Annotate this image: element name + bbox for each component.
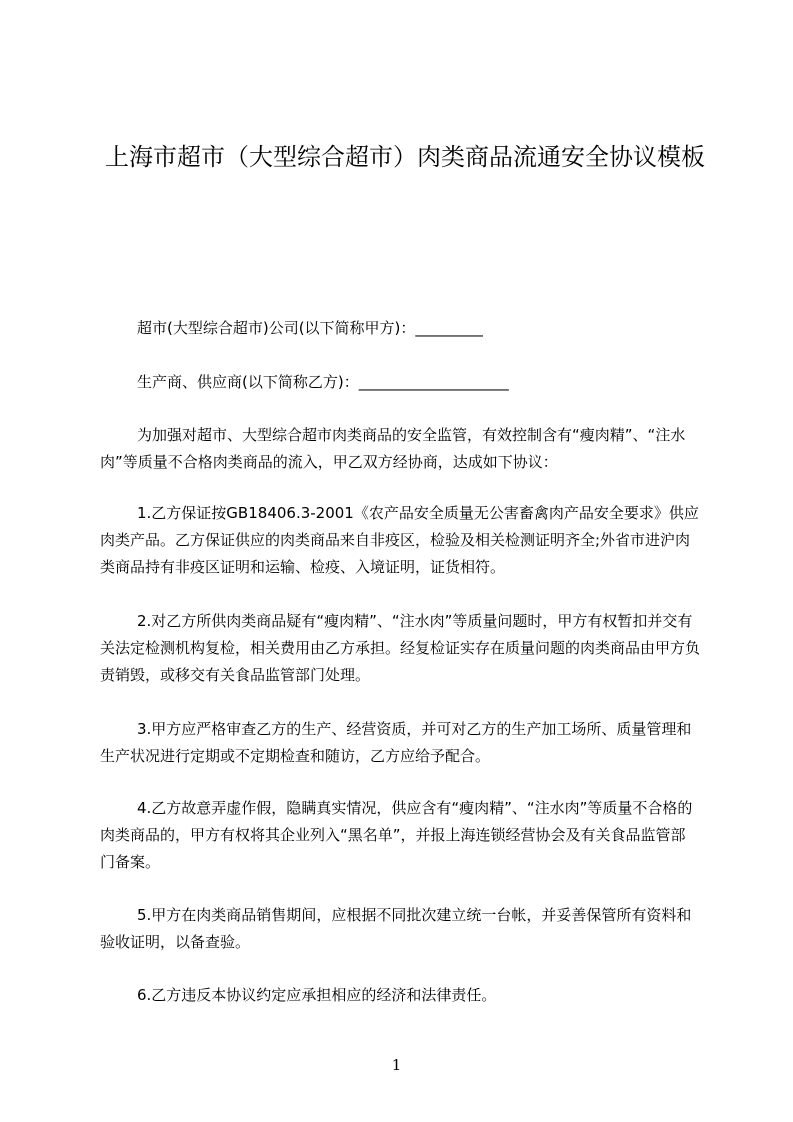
intro-paragraph: 为加强对超市、大型综合超市肉类商品的安全监管，有效控制含有“瘦肉精”、“注水肉”等质量不合格肉类商品的流入，甲乙双方经协商，达成如下协议： <box>100 426 686 471</box>
clause-1: 1.乙方保证按GB18406.3-2001《农产品安全质量无公害畜禽肉产品安全要求》供应肉类产品。乙方保证供应的肉类商品来自非疫区，检验及相关检测证明齐全;外省市进沪肉类商品持有非疫区证明和运输、检疫、入境证明，证货相符。 <box>100 504 699 576</box>
clause-6: 6.乙方违反本协议约定应承担相应的经济和法律责任。 <box>137 986 497 1004</box>
clause-3: 3.甲方应严格审查乙方的生产、经营资质，并可对乙方的生产加工场所、质量管理和生产状况进行定期或不定期检查和随访，乙方应给予配合。 <box>100 720 692 765</box>
clause-2: 2.对乙方所供肉类商品疑有“瘦肉精”、“注水肉”等质量问题时，甲方有权暂扣并交有关法定检测机构复检，相关费用由乙方承担。经复检证实存在质量问题的肉类商品由甲方负责销毁，或移交有关食品监管部门处理。 <box>100 612 701 684</box>
clause-4: 4.乙方故意弄虚作假，隐瞒真实情况，供应含有“瘦肉精”、“注水肉”等质量不合格的肉类商品的，甲方有权将其企业列入“黑名单”，并报上海连锁经营协会及有关食品监管部门备案。 <box>100 799 693 871</box>
clause-5: 5.甲方在肉类商品销售期间，应根据不同批次建立统一台帐，并妥善保管所有资料和验收证明，以备查验。 <box>100 906 692 951</box>
document-title: 上海市超市（大型综合超市）肉类商品流通安全协议模板 <box>105 143 705 171</box>
party-b-line: 生产商、供应商(以下简称乙方)：____________________ <box>137 373 509 391</box>
page-number: 1 <box>391 1056 402 1074</box>
party-a-line: 超市(大型综合超市)公司(以下简称甲方)：_________ <box>137 319 483 337</box>
